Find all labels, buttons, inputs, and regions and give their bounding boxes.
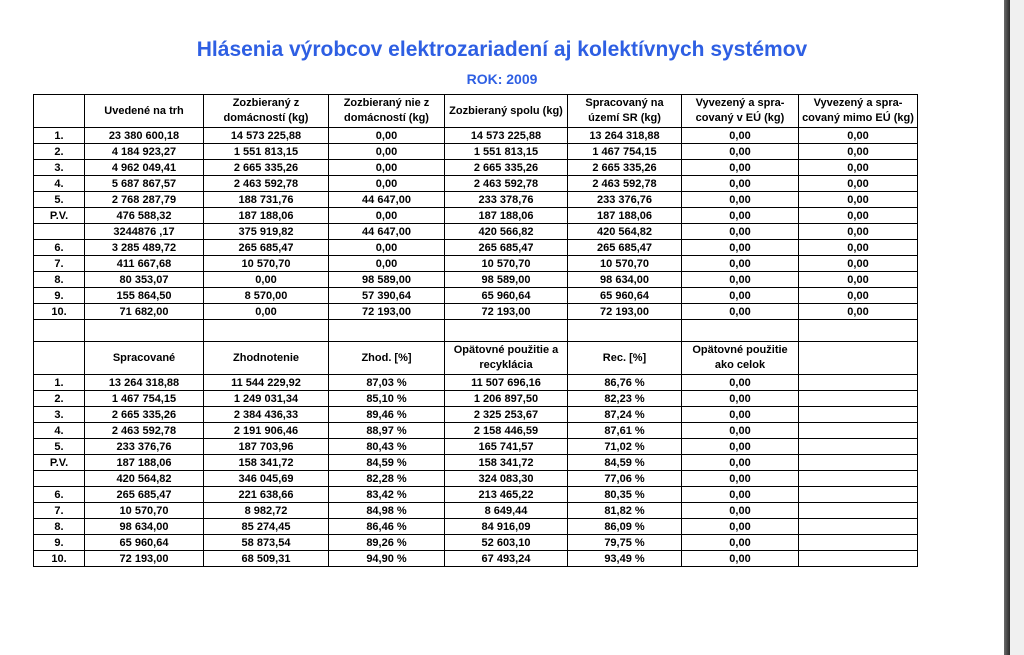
table-cell: 265 685,47 <box>204 240 329 256</box>
table-row <box>34 272 918 288</box>
table-cell: 158 341,72 <box>445 455 568 471</box>
table-cell: 4. <box>34 176 85 192</box>
table-cell: 3 285 489,72 <box>85 240 204 256</box>
table-cell: 2 325 253,67 <box>445 407 568 423</box>
table-cell: 85,10 % <box>329 391 445 407</box>
table-cell: 10. <box>34 304 85 320</box>
table-cell: 84,98 % <box>329 503 445 519</box>
table-cell: 1 551 813,15 <box>204 144 329 160</box>
table2-header-row <box>34 342 918 375</box>
table-row <box>34 176 918 192</box>
table-cell: 4. <box>34 423 85 439</box>
table-cell: 0,00 <box>682 503 799 519</box>
table-cell: 72 193,00 <box>568 304 682 320</box>
table-row <box>34 535 918 551</box>
table-cell <box>799 342 918 375</box>
table-cell: 233 378,76 <box>445 192 568 208</box>
table-cell: 2 665 335,26 <box>85 407 204 423</box>
table-row <box>34 471 918 487</box>
table-row <box>34 224 918 240</box>
table-cell: Uvedené na trh <box>85 95 204 128</box>
table-cell: 14 573 225,88 <box>445 128 568 144</box>
table-cell: 57 390,64 <box>329 288 445 304</box>
table-row <box>34 256 918 272</box>
table-cell: 8 570,00 <box>204 288 329 304</box>
table-cell: Zhod. [%] <box>329 342 445 375</box>
table-cell <box>34 224 85 240</box>
table-cell: 80,43 % <box>329 439 445 455</box>
table-cell: Spracovaný na území SR (kg) <box>568 95 682 128</box>
table-cell: Zozbieraný nie z domácností (kg) <box>329 95 445 128</box>
table-cell: 420 564,82 <box>568 224 682 240</box>
table-cell: 0,00 <box>799 224 918 240</box>
table-cell: 1 467 754,15 <box>568 144 682 160</box>
table-cell: 1. <box>34 375 85 391</box>
table-cell: 0,00 <box>682 288 799 304</box>
table-cell <box>204 320 329 342</box>
table-cell: 5. <box>34 192 85 208</box>
table-cell: 7. <box>34 503 85 519</box>
table-cell: 0,00 <box>682 375 799 391</box>
table-cell: 0,00 <box>682 535 799 551</box>
table-row <box>34 439 918 455</box>
table-cell: 93,49 % <box>568 551 682 567</box>
table-cell <box>568 320 682 342</box>
table-cell: 3244876 ,17 <box>85 224 204 240</box>
table-cell: 1 467 754,15 <box>85 391 204 407</box>
table-cell <box>682 320 799 342</box>
table-cell: 83,42 % <box>329 487 445 503</box>
table-cell: 188 731,76 <box>204 192 329 208</box>
table-cell: 187 188,06 <box>568 208 682 224</box>
table-cell: 0,00 <box>682 208 799 224</box>
table-cell: 265 685,47 <box>445 240 568 256</box>
table-row <box>34 128 918 144</box>
table-cell: 0,00 <box>799 208 918 224</box>
table-cell: 0,00 <box>682 272 799 288</box>
table-cell: 2. <box>34 144 85 160</box>
table-cell: 88,97 % <box>329 423 445 439</box>
table-cell <box>799 503 918 519</box>
table-cell: 265 685,47 <box>85 487 204 503</box>
table-cell <box>34 471 85 487</box>
table-cell: 44 647,00 <box>329 192 445 208</box>
table-cell: 81,82 % <box>568 503 682 519</box>
table-cell: 79,75 % <box>568 535 682 551</box>
table-cell: 77,06 % <box>568 471 682 487</box>
table-cell: 8 982,72 <box>204 503 329 519</box>
table-cell: 3. <box>34 407 85 423</box>
table-cell: 84,59 % <box>329 455 445 471</box>
table-row <box>34 240 918 256</box>
table-cell: 4 184 923,27 <box>85 144 204 160</box>
table-cell: 0,00 <box>329 176 445 192</box>
table-cell: 2 768 287,79 <box>85 192 204 208</box>
table1-header-row <box>34 95 918 128</box>
table-cell <box>34 320 85 342</box>
table-cell: P.V. <box>34 455 85 471</box>
table-row <box>34 487 918 503</box>
table-cell: 2 463 592,78 <box>568 176 682 192</box>
table-cell: 187 188,06 <box>85 455 204 471</box>
table-cell: 0,00 <box>204 272 329 288</box>
table-row <box>34 208 918 224</box>
table-cell: 0,00 <box>682 471 799 487</box>
table-cell: 0,00 <box>799 128 918 144</box>
table-cell: 89,26 % <box>329 535 445 551</box>
table-cell: 9. <box>34 535 85 551</box>
table-separator-row <box>34 320 918 342</box>
table-cell: Zozbieraný spolu (kg) <box>445 95 568 128</box>
table-cell <box>799 439 918 455</box>
table-cell: 0,00 <box>799 144 918 160</box>
table-cell <box>799 551 918 567</box>
table-cell: 165 741,57 <box>445 439 568 455</box>
table-cell: 86,09 % <box>568 519 682 535</box>
table-cell: 213 465,22 <box>445 487 568 503</box>
table-cell: 4 962 049,41 <box>85 160 204 176</box>
table-cell <box>329 320 445 342</box>
table-cell: 0,00 <box>799 160 918 176</box>
table-cell: Rec. [%] <box>568 342 682 375</box>
table-cell: 0,00 <box>682 304 799 320</box>
table-cell <box>799 519 918 535</box>
table-cell: 10 570,70 <box>568 256 682 272</box>
table-cell: Zozbieraný z domácností (kg) <box>204 95 329 128</box>
table-row <box>34 503 918 519</box>
table-cell: 87,61 % <box>568 423 682 439</box>
table-cell: 89,46 % <box>329 407 445 423</box>
table-cell: 67 493,24 <box>445 551 568 567</box>
table-cell: 44 647,00 <box>329 224 445 240</box>
table-cell: 94,90 % <box>329 551 445 567</box>
table-row <box>34 551 918 567</box>
table-cell: 65 960,64 <box>85 535 204 551</box>
table-cell: Zhodnotenie <box>204 342 329 375</box>
table-cell <box>799 375 918 391</box>
table-cell <box>34 342 85 375</box>
table-cell: 0,00 <box>682 160 799 176</box>
table-cell: 0,00 <box>682 519 799 535</box>
table-cell: 10 570,70 <box>85 503 204 519</box>
table-cell: 233 376,76 <box>568 192 682 208</box>
table-cell: 0,00 <box>682 551 799 567</box>
table-cell: 1 551 813,15 <box>445 144 568 160</box>
data-table <box>33 94 918 567</box>
table-cell: 0,00 <box>329 160 445 176</box>
table-cell: 10. <box>34 551 85 567</box>
table-cell: 0,00 <box>204 304 329 320</box>
table-cell: 187 188,06 <box>204 208 329 224</box>
table-cell <box>799 423 918 439</box>
table-cell <box>799 471 918 487</box>
table-row <box>34 455 918 471</box>
table-cell <box>85 320 204 342</box>
table-cell <box>799 455 918 471</box>
table-cell: 65 960,64 <box>445 288 568 304</box>
table-cell: 13 264 318,88 <box>85 375 204 391</box>
table-cell: 0,00 <box>682 407 799 423</box>
table-cell <box>799 407 918 423</box>
table-cell: 0,00 <box>329 256 445 272</box>
table-cell: 8 649,44 <box>445 503 568 519</box>
table-cell: 58 873,54 <box>204 535 329 551</box>
table-cell <box>445 320 568 342</box>
table-cell: 65 960,64 <box>568 288 682 304</box>
table-cell: 0,00 <box>682 128 799 144</box>
table-cell: 2 158 446,59 <box>445 423 568 439</box>
table-cell: 0,00 <box>799 288 918 304</box>
table-row <box>34 160 918 176</box>
table-cell: 86,46 % <box>329 519 445 535</box>
table-cell: 2 665 335,26 <box>204 160 329 176</box>
table-cell: 72 193,00 <box>85 551 204 567</box>
document-year: ROK: 2009 <box>466 71 538 87</box>
table-cell: 1. <box>34 128 85 144</box>
table-cell: 8. <box>34 519 85 535</box>
table-cell: Spracované <box>85 342 204 375</box>
table-cell: 98 634,00 <box>568 272 682 288</box>
table-cell: 11 507 696,16 <box>445 375 568 391</box>
table-cell: 0,00 <box>682 487 799 503</box>
table-row <box>34 288 918 304</box>
table-cell: 324 083,30 <box>445 471 568 487</box>
table-cell: 187 703,96 <box>204 439 329 455</box>
table-cell: 85 274,45 <box>204 519 329 535</box>
table-cell: 0,00 <box>799 176 918 192</box>
table-cell: 0,00 <box>682 256 799 272</box>
table-cell: 82,28 % <box>329 471 445 487</box>
table-cell: 187 188,06 <box>445 208 568 224</box>
table-row <box>34 375 918 391</box>
table-row <box>34 519 918 535</box>
table-cell: 0,00 <box>799 240 918 256</box>
table-cell: 87,03 % <box>329 375 445 391</box>
viewer-gutter <box>1010 0 1024 655</box>
table-cell: 80 353,07 <box>85 272 204 288</box>
table-cell: 71,02 % <box>568 439 682 455</box>
table-cell: 2 463 592,78 <box>445 176 568 192</box>
table-cell: 411 667,68 <box>85 256 204 272</box>
table-cell: 0,00 <box>682 455 799 471</box>
table-cell: 10 570,70 <box>204 256 329 272</box>
table-row <box>34 192 918 208</box>
table-cell: 476 588,32 <box>85 208 204 224</box>
table-cell: 10 570,70 <box>445 256 568 272</box>
table-cell: 98 589,00 <box>329 272 445 288</box>
table-cell: Opätovné použitie ako celok <box>682 342 799 375</box>
table-cell: 2 191 906,46 <box>204 423 329 439</box>
table-cell: 0,00 <box>682 240 799 256</box>
table-cell: 0,00 <box>329 128 445 144</box>
table-cell: 6. <box>34 487 85 503</box>
table-cell: 0,00 <box>682 192 799 208</box>
table-cell: 2 463 592,78 <box>204 176 329 192</box>
table-cell: 52 603,10 <box>445 535 568 551</box>
table-cell: 72 193,00 <box>445 304 568 320</box>
table-cell: 0,00 <box>329 144 445 160</box>
table-cell: 98 634,00 <box>85 519 204 535</box>
table-cell: 0,00 <box>799 256 918 272</box>
table-cell: 420 564,82 <box>85 471 204 487</box>
table-cell: 87,24 % <box>568 407 682 423</box>
table-cell: 2 665 335,26 <box>568 160 682 176</box>
table-cell: 68 509,31 <box>204 551 329 567</box>
table-cell: Vyvezený a spra-covaný v EÚ (kg) <box>682 95 799 128</box>
table-cell: 82,23 % <box>568 391 682 407</box>
table-cell: 72 193,00 <box>329 304 445 320</box>
table-cell: 5. <box>34 439 85 455</box>
table-cell: 14 573 225,88 <box>204 128 329 144</box>
table-cell <box>799 320 918 342</box>
table-cell: 0,00 <box>682 423 799 439</box>
table-cell: 0,00 <box>682 391 799 407</box>
table-cell: 420 566,82 <box>445 224 568 240</box>
table-cell: 80,35 % <box>568 487 682 503</box>
table-cell: 84,59 % <box>568 455 682 471</box>
table-cell: 3. <box>34 160 85 176</box>
table-cell: 233 376,76 <box>85 439 204 455</box>
table-cell: 2 384 436,33 <box>204 407 329 423</box>
table-cell: 346 045,69 <box>204 471 329 487</box>
table-cell: 0,00 <box>799 192 918 208</box>
table-row <box>34 144 918 160</box>
table-cell <box>799 391 918 407</box>
table-cell: 221 638,66 <box>204 487 329 503</box>
table-cell: 0,00 <box>682 176 799 192</box>
table-cell: 0,00 <box>329 240 445 256</box>
table-cell: 375 919,82 <box>204 224 329 240</box>
table-cell: 86,76 % <box>568 375 682 391</box>
table-cell <box>799 487 918 503</box>
table-cell <box>799 535 918 551</box>
table-cell: 84 916,09 <box>445 519 568 535</box>
table-cell: Vyvezený a spra-covaný mimo EÚ (kg) <box>799 95 918 128</box>
table-cell: Opätovné použitie a recyklácia <box>445 342 568 375</box>
table-cell: 8. <box>34 272 85 288</box>
table-cell: 7. <box>34 256 85 272</box>
table-cell: 0,00 <box>329 208 445 224</box>
table-cell: 155 864,50 <box>85 288 204 304</box>
table-row <box>34 391 918 407</box>
table-cell: 11 544 229,92 <box>204 375 329 391</box>
table-row <box>34 304 918 320</box>
table-cell: 5 687 867,57 <box>85 176 204 192</box>
table-cell: 71 682,00 <box>85 304 204 320</box>
table-cell: 0,00 <box>682 224 799 240</box>
table-cell: 13 264 318,88 <box>568 128 682 144</box>
table-cell: 1 206 897,50 <box>445 391 568 407</box>
document-title: Hlásenia výrobcov elektrozariadení aj kolektívnych systémov <box>196 38 808 61</box>
table-cell: 2 665 335,26 <box>445 160 568 176</box>
table-row <box>34 423 918 439</box>
table-cell: 1 249 031,34 <box>204 391 329 407</box>
table-cell: 2. <box>34 391 85 407</box>
table-cell: 2 463 592,78 <box>85 423 204 439</box>
table-cell: 9. <box>34 288 85 304</box>
table-cell: 0,00 <box>682 144 799 160</box>
table-row <box>34 407 918 423</box>
table-cell: 0,00 <box>682 439 799 455</box>
table-cell: 23 380 600,18 <box>85 128 204 144</box>
table-cell: 98 589,00 <box>445 272 568 288</box>
table-cell: 0,00 <box>799 304 918 320</box>
table-cell: 6. <box>34 240 85 256</box>
table-cell <box>34 95 85 128</box>
table-cell: 265 685,47 <box>568 240 682 256</box>
table-cell: 0,00 <box>799 272 918 288</box>
table-cell: 158 341,72 <box>204 455 329 471</box>
table-cell: P.V. <box>34 208 85 224</box>
